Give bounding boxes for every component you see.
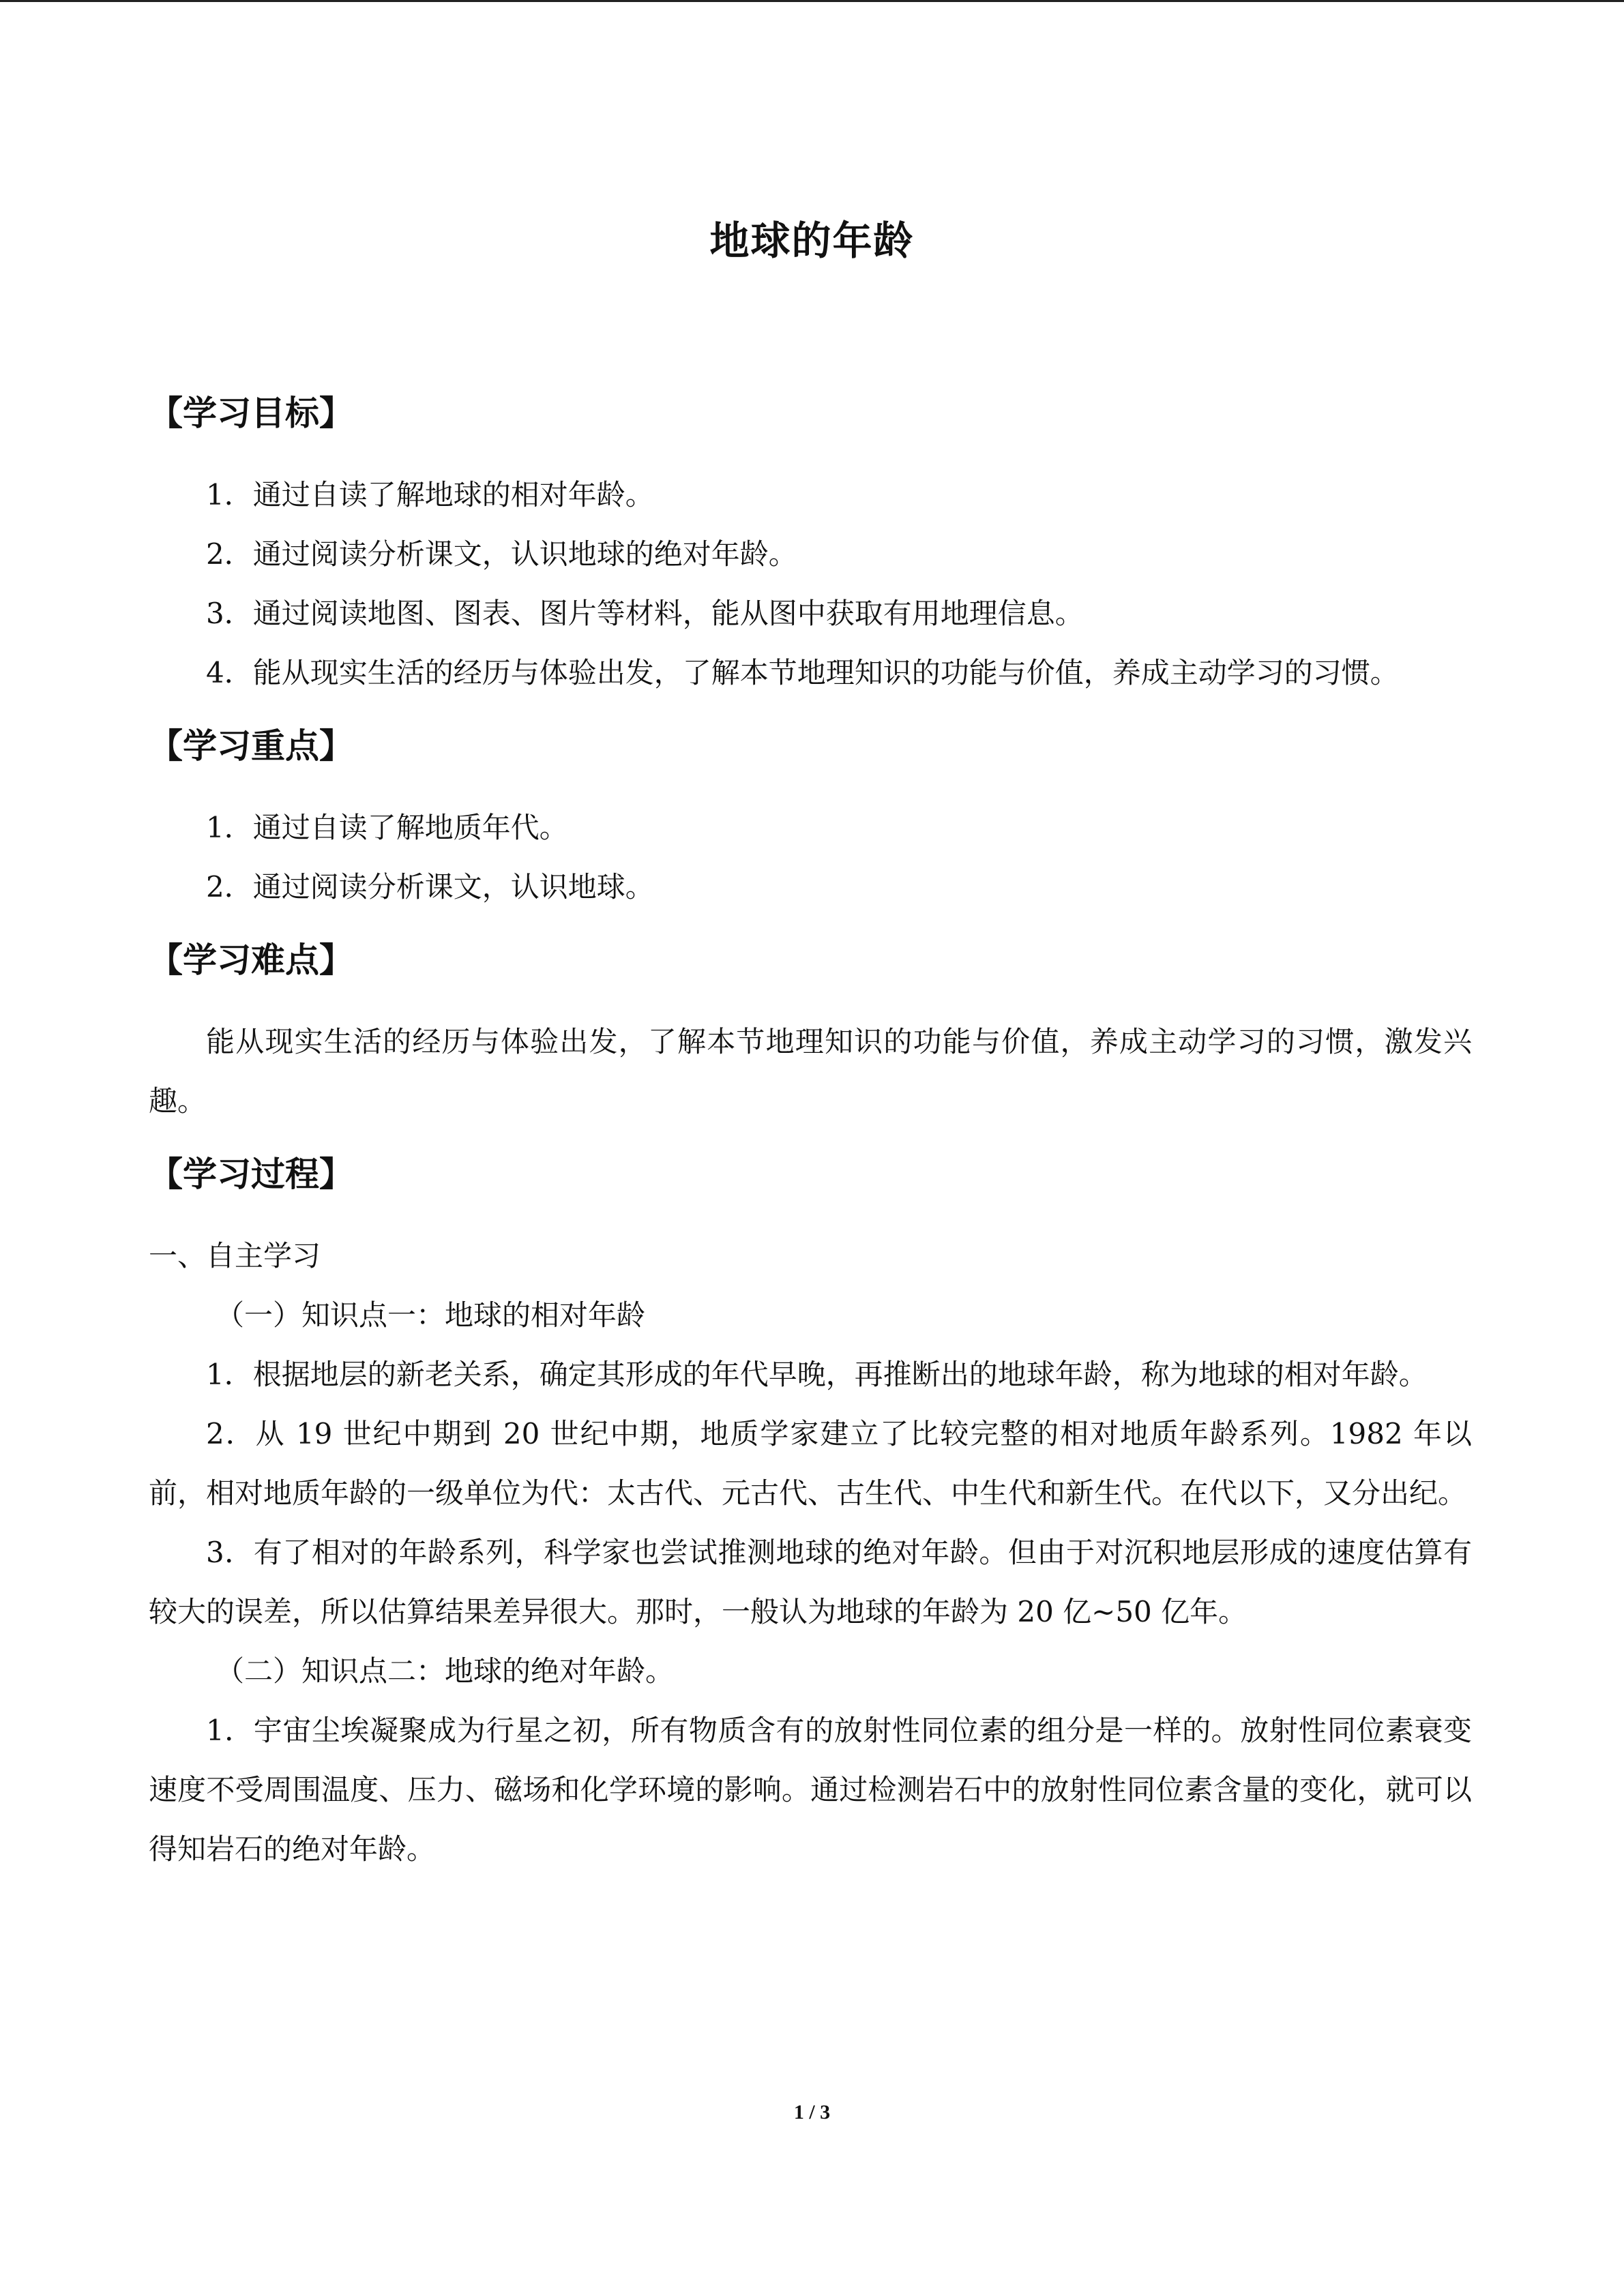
knowledge-point-1-item-3: 3．有了相对的年龄系列，科学家也尝试推测地球的绝对年龄。但由于对沉积地层形成的速度估算有较大的误差，所以估算结果差异很大。那时，一般认为地球的年龄为 20 亿~50 亿年。 (149, 1536, 1472, 1628)
page-number: 1 / 3 (793, 2101, 831, 2123)
knowledge-point-2-title: （二）知识点二：地球的绝对年龄。 (216, 1654, 675, 1688)
knowledge-point-1-item-1: 1．根据地层的新老关系，确定其形成的年代早晚，再推断出的地球年龄，称为地球的相对年龄。 (206, 1358, 1428, 1391)
goal-item-1: 1．通过自读了解地球的相对年龄。 (206, 478, 654, 511)
process-part-1-title: 一、自主学习 (149, 1239, 321, 1272)
section-heading-goals: 【学习目标】 (149, 393, 353, 433)
key-point-item-2: 2．通过阅读分析课文，认识地球。 (206, 870, 654, 904)
knowledge-point-1-title: （一）知识点一：地球的相对年龄 (216, 1298, 646, 1332)
section-heading-process: 【学习过程】 (149, 1154, 353, 1194)
goal-item-4: 4．能从现实生活的经历与体验出发，了解本节地理知识的功能与价值，养成主动学习的习惯。 (206, 656, 1399, 689)
document-title: 地球的年龄 (709, 218, 915, 264)
key-point-item-1: 1．通过自读了解地质年代。 (206, 811, 568, 844)
knowledge-point-2-item-1: 1．宇宙尘埃凝聚成为行星之初，所有物质含有的放射性同位素的组分是一样的。放射性同位素衰变速度不受周围温度、压力、磁场和化学环境的影响。通过检测岩石中的放射性同位素含量的变化，就可以得知岩石的绝对年龄。 (149, 1714, 1472, 1866)
difficulty-text: 能从现实生活的经历与体验出发，了解本节地理知识的功能与价值，养成主动学习的习惯，激发兴趣。 (149, 1025, 1472, 1118)
section-heading-difficulties: 【学习难点】 (149, 940, 353, 980)
section-heading-key-points: 【学习重点】 (149, 726, 353, 766)
document-body (149, 382, 1472, 1879)
knowledge-point-1-item-2: 2．从 19 世纪中期到 20 世纪中期，地质学家建立了比较完整的相对地质年龄系列。1982 年以前，相对地质年龄的一级单位为代：太古代、元古代、古生代、中生代和新生代。在代以下，又分出纪。 (149, 1417, 1472, 1510)
goal-item-3: 3．通过阅读地图、图表、图片等材料，能从图中获取有用地理信息。 (206, 597, 1084, 630)
goal-item-2: 2．通过阅读分析课文，认识地球的绝对年龄。 (206, 537, 797, 571)
top-border-line (0, 0, 1624, 2)
